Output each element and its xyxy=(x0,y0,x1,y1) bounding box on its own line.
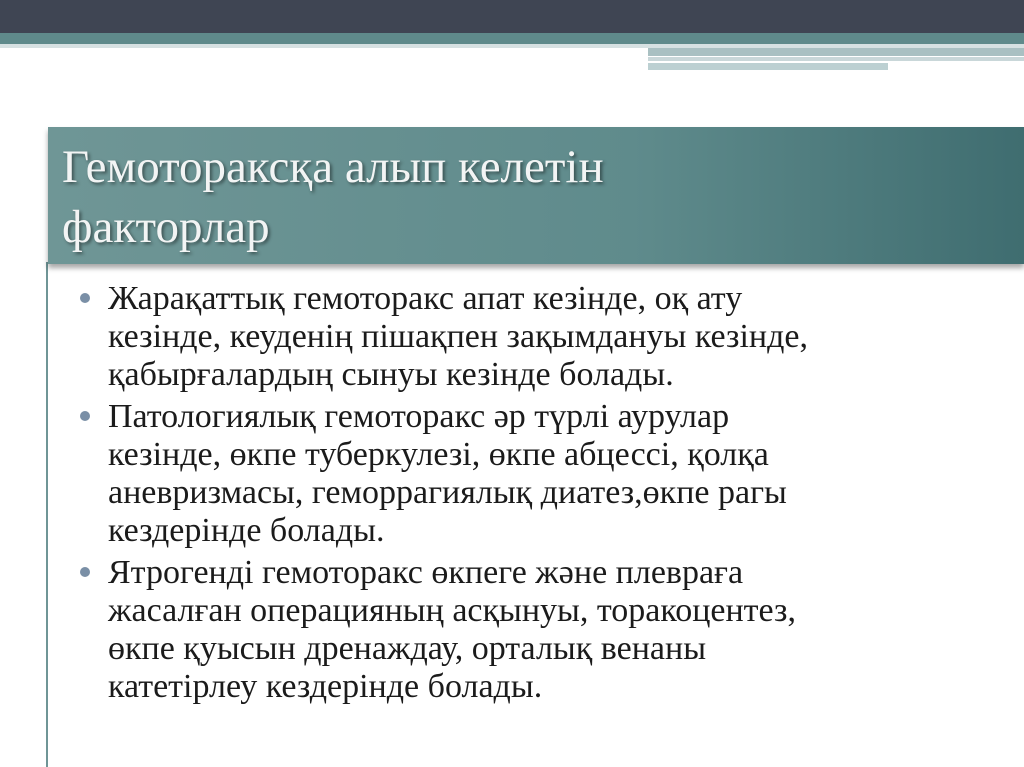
header-bar xyxy=(0,0,1024,33)
bullet-icon xyxy=(80,411,90,421)
bullet-icon xyxy=(80,293,90,303)
accent-stripe xyxy=(0,33,1024,44)
bullet-list xyxy=(76,280,1024,710)
bullet-text: Патологиялық гемоторакс әр түрлі аурулар кезінде, өкпе туберкулезі, өкпе абцессі, қолқа аневризмасы, геморрагиялық диатез,өкпе рагы кездерінде болады. xyxy=(108,398,787,549)
accent-stripe-short xyxy=(648,48,1024,56)
bullet-text: Жарақаттық гемоторакс апат кезінде, оқ ату кезінде, кеуденің пішақпен зақымдануы кезінде, қабырғалардың сынуы кезінде болады. xyxy=(108,280,809,393)
slide-title-box xyxy=(48,127,1024,264)
bullet-item xyxy=(76,554,1024,706)
content-left-rule xyxy=(46,262,48,767)
slide-title: Гемотораксқа алып келетін факторлар xyxy=(62,141,604,253)
accent-stripe-short-2 xyxy=(648,57,1024,61)
bullet-item xyxy=(76,398,1024,550)
bullet-item xyxy=(76,280,1024,394)
bullet-text: Ятрогенді гемоторакс өкпеге және плевраға жасалған операцияның асқынуы, торакоцентез, өкпе қуысын дренаждау, орталық венаны катетірлеу кездерінде болады. xyxy=(108,554,796,705)
bullet-icon xyxy=(80,567,90,577)
accent-stripe-short-3 xyxy=(648,63,888,70)
